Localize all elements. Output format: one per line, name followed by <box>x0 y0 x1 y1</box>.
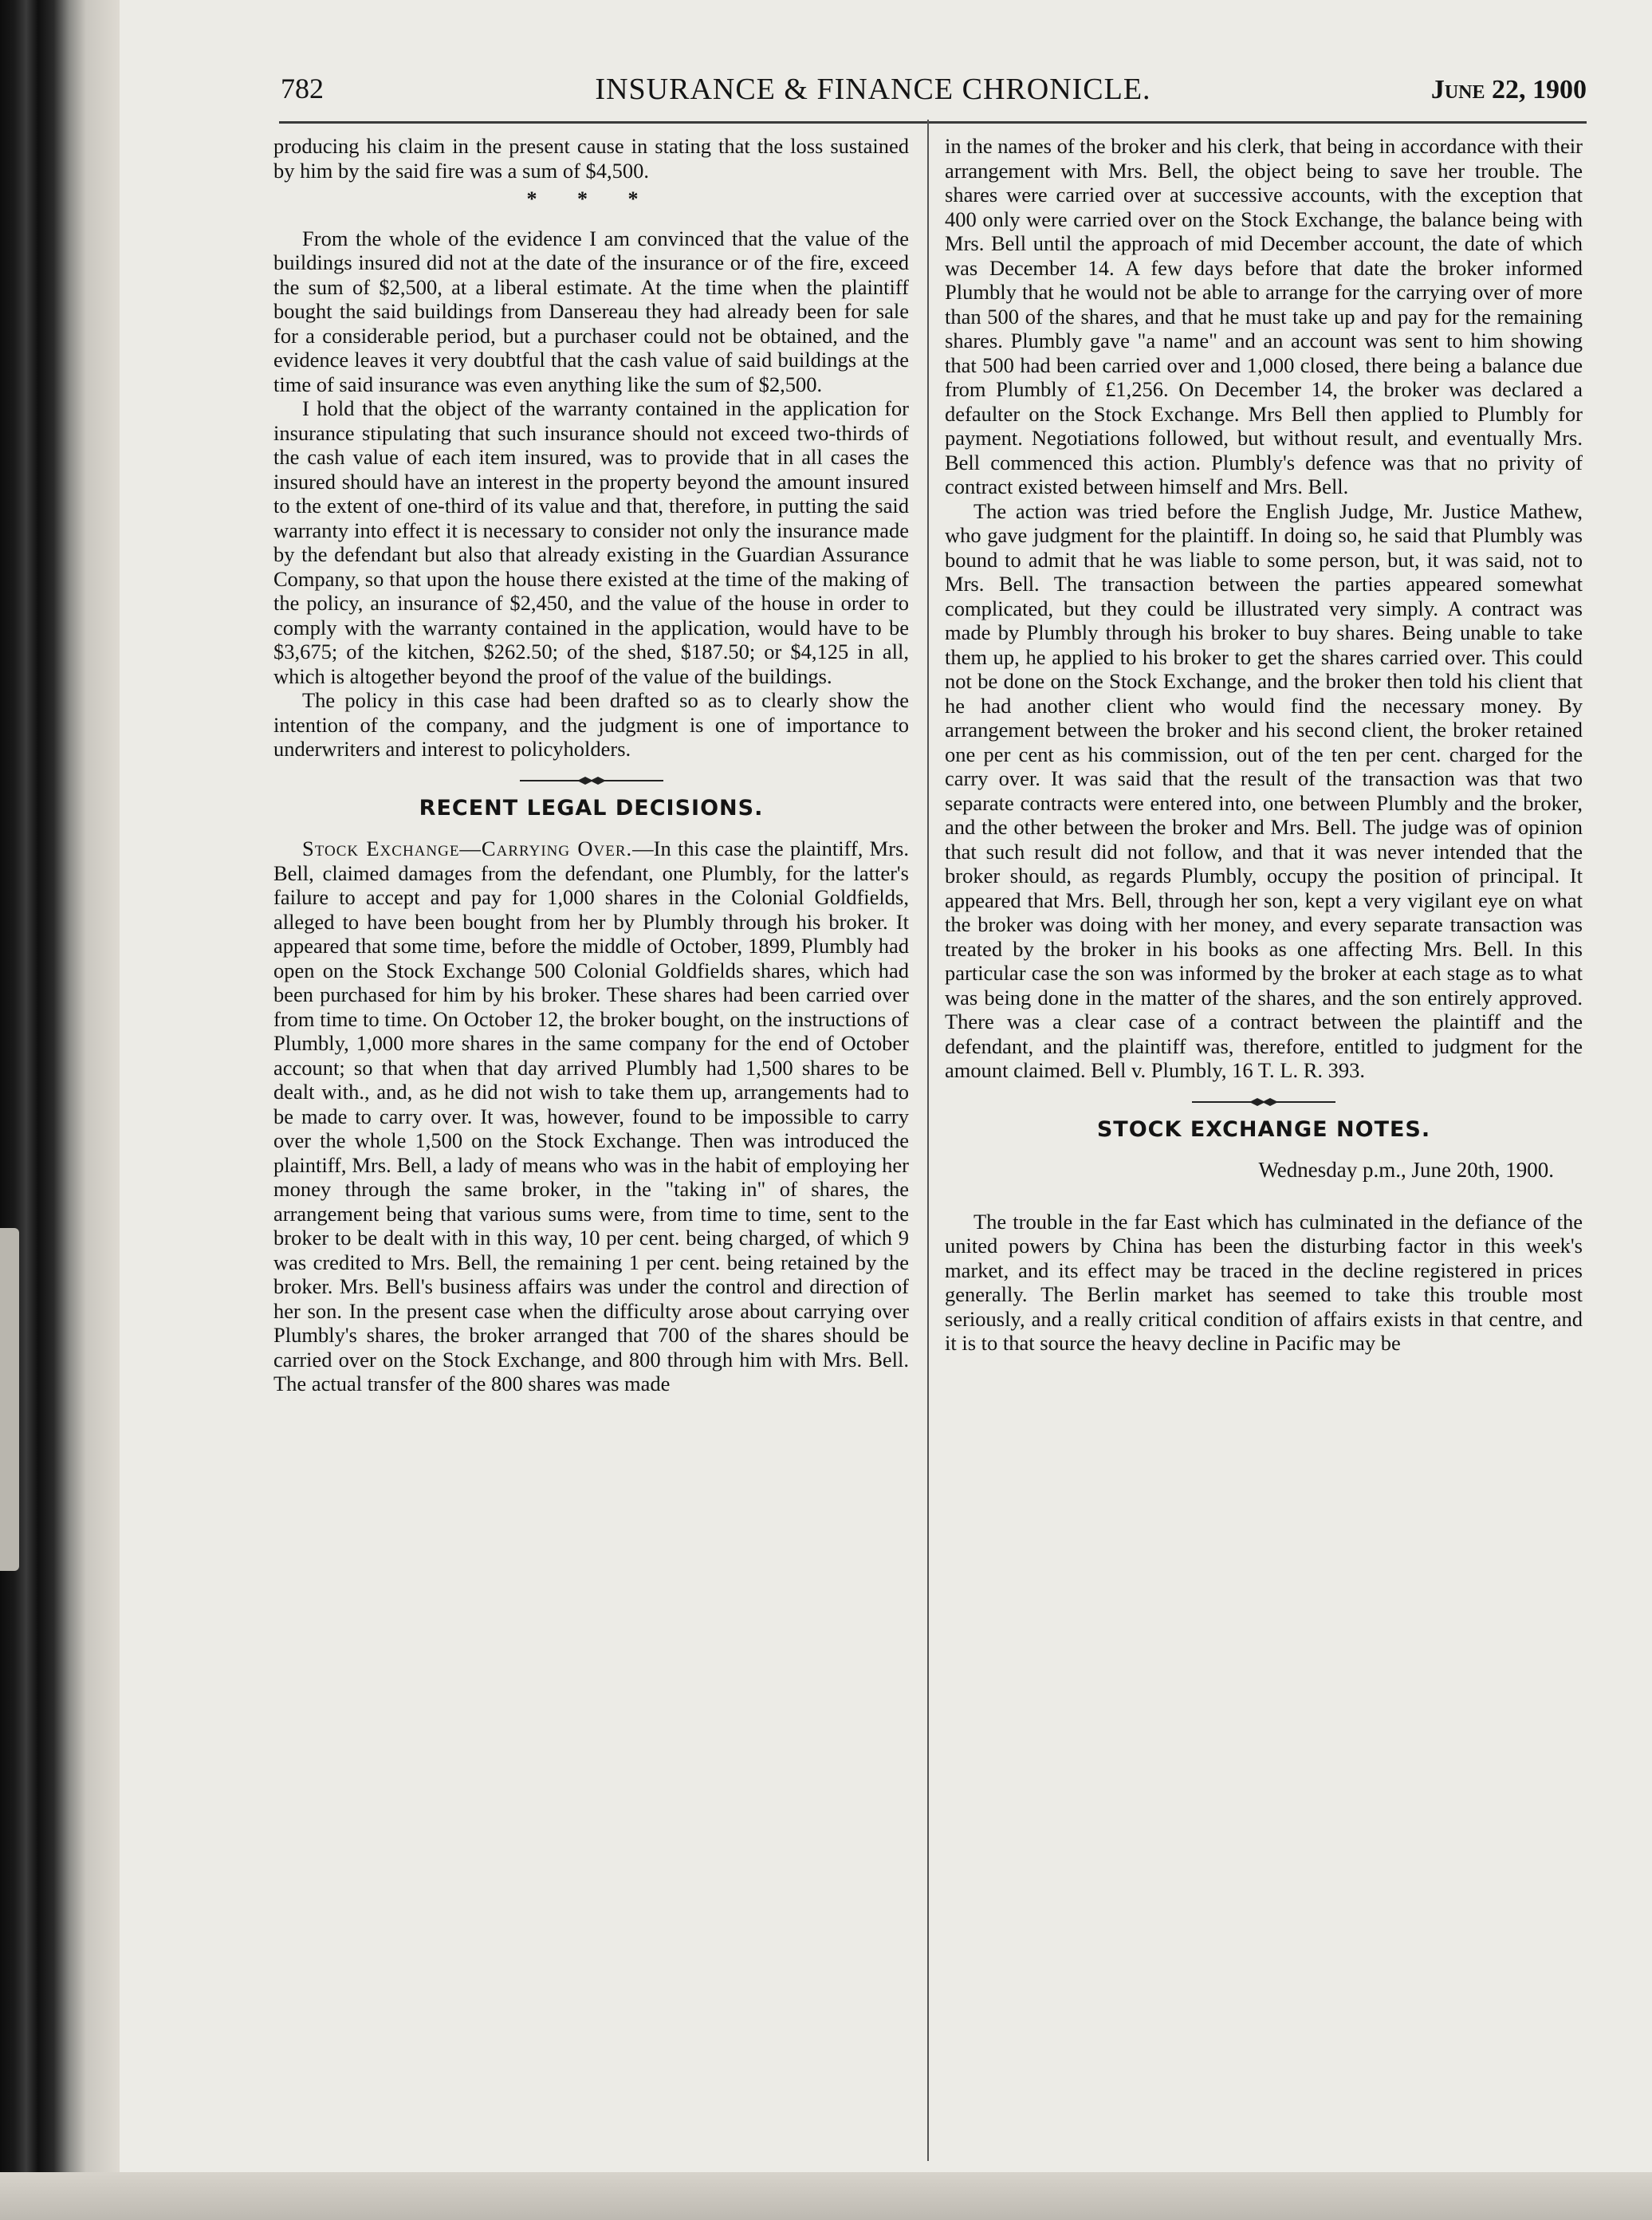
right-column <box>945 134 1583 1356</box>
paragraph: in the names of the broker and his clerk, that being in accordance with their arrangement with Mrs. Bell, the object being to save her trouble. The shares were carried over at successive accounts, with the exception that 400 only were carried over on the Stock Exchange, the balance being with Mrs. Bell until the approach of mid December account, the date of which was December 14. A few days before that date the broker informed Plumbly that he would not be able to arrange for the carrying over of more than 500 of the shares, and that he must take up and pay for the remaining shares. Plumbly gave "a name" and an account was sent to him showing that 500 had been carried over and 1,000 closed, there being a balance due from Plumbly of £1,256. On December 14, the broker was declared a defaulter on the Stock Exchange. Mrs Bell then applied to Plumbly for payment. Negotiations followed, but without result, and eventually Mrs. Bell commenced this action. Plumbly's defence was that no privity of contract existed between himself and Mrs. Bell. <box>945 134 1583 498</box>
paragraph: The action was tried before the English Judge, Mr. Justice Mathew, who gave judgment for the plaintiff. In doing so, he said that Plumbly was bound to admit that he was liable to some person, but, it was said, not to Mrs. Bell. The transaction between the parties appeared somewhat complicated, but they could be illustrated very simply. A contract was made by Plumbly through his broker to buy shares. Being unable to take them up, he applied to his broker to get the shares carried over. This could not be done on the Stock Exchange, and the broker then told his client that he had another client who would find the necessary money. By arrangement between the broker and his second client, the broker retained one per cent as his commission, out of the ten per cent. charged for the carry over. It was said that the result of the transaction was that two separate contracts were entered into, one between Plumbly and the broker, and the other between the broker and Mrs. Bell. The judge was of opinion that such result did not follow, and that it was never intended that the broker should, as regards Plumbly, occupy the position of principal. It appeared that Mrs. Bell, through her son, kept a very vigilant eye on what the broker was doing with her money, and every separate transaction was treated by the broker in his books as one affecting Mrs. Bell. In this particular case the son was informed by the broker at each stage as to what was being done in the matter of the shares, and the son entirely approved. There was a clear case of a contract between the plaintiff and the defendant, and the plaintiff was, therefore, entitled to judgment for the amount claimed. Bell v. Plumbly, 16 T. L. R. 393. <box>945 498 1583 1082</box>
header-rule <box>279 121 1587 124</box>
paragraph: I hold that the object of the warranty contained in the application for insurance stipulating that such insurance should not exceed two-thirds of the cash value of each item insured, was to provide that in all cases the insured should have an interest in the property beyond the amount insured to the extent of one-third of its value and that, therefore, in putting the said warranty into effect it is necessary to consider not only the insurance made by the defendant but also that already existing in the Guardian Assurance Company, so that upon the house there existed at the time of the making of the policy, an insurance of $2,450, and the value of the house in order to comply with the warranty contained in the application, would have to be $3,675; of the kitchen, $262.50; of the shed, $187.50; or $4,125 in all, which is altogether beyond the proof of the value of the buildings. <box>273 396 909 688</box>
page-number: 782 <box>281 73 324 104</box>
paragraph: The policy in this case had been drafted so as to clearly show the intention of the company, and the judgment is one of importance to underwriters and interest to policyholders. <box>273 688 909 761</box>
left-column <box>273 134 909 1396</box>
section-break: * * * <box>526 187 656 211</box>
dateline: Wednesday p.m., June 20th, 1900. <box>1258 1158 1554 1182</box>
paragraph-body: —In this case the plaintiff, Mrs. Bell, claimed damages from the defendant, one Plumbly, for the latter's failure to accept and pay for 1,000 shares in the Colonial Goldfields, alleged to have been bought from her by Plumbly through his broker. It appeared that some time, before the middle of October, 1899, Plumbly had open on the Stock Exchange 500 Colonial Goldfields shares, which had been purchased for him by his broker. These shares had been carried over from time to time. On October 12, the broker bought, on the instructions of Plumbly, 1,000 more shares in the same company for the end of October account; so that when that day arrived Plumbly had 1,500 shares to be dealt with., and, as he did not wish to take them up, arrangements had to be made to carry over. It was, however, found to be impossible to carry over the whole 1,500 on the Stock Exchange. Then was introduced the plaintiff, Mrs. Bell, a lady of means who was in the habit of employing her money through the same broker, in the "taking in" of shares, the arrangement being that various sums were, from time to time, sent to the broker to be dealt with in this way, 10 per cent. being charged, of which 9 was credited to Mrs. Bell, the remaining 1 per cent. being retained by the broker. Mrs. Bell's business affairs was under the control and direction of her son. In the present case when the difficulty arose about carrying over Plumbly's shares, the broker arranged that 700 of the shares should be carried over on the Stock Exchange, and 800 through him with Mrs. Bell. The actual transfer of the 800 shares was made <box>273 836 909 1395</box>
paragraph-lead: Stock Exchange—Carrying Over. <box>302 836 633 860</box>
ornament-divider <box>1192 1097 1335 1107</box>
book-binding <box>0 0 120 2220</box>
publication-title: INSURANCE & FINANCE CHRONICLE. <box>595 73 1151 106</box>
paragraph: From the whole of the evidence I am convinced that the value of the buildings insured did not at the date of the insurance or of the fire, exceed the sum of $2,500, at a liberal estimate. At the time when the plaintiff bought the said buildings from Dansereau they had already been for sale for a considerable period, but a purchaser could not be obtained, and the evidence leaves it very doubtful that the cash value of said buildings at the time of said insurance was even anything like the sum of $2,500. <box>273 226 909 396</box>
running-header <box>159 72 1587 120</box>
paragraph: The trouble in the far East which has culminated in the defiance of the united powers by China has been the disturbing factor in this week's market, and its effect may be traced in the decline registered in prices generally. The Berlin market has seemed to take this trouble most seriously, and a really critical condition of affairs exists in that centre, and it is to that source the heavy decline in Pacific may be <box>945 1209 1583 1355</box>
page-bottom-edge <box>0 2172 1652 2220</box>
section-heading: STOCK EXCHANGE NOTES. <box>1096 1116 1431 1142</box>
ornament-divider <box>520 776 663 785</box>
paragraph: producing his claim in the present cause in stating that the loss sustained by him by the said fire was a sum of $4,500. <box>273 134 909 183</box>
column-divider <box>927 120 929 2161</box>
binding-tab <box>0 1228 19 1571</box>
issue-date: June 22, 1900 <box>1430 75 1587 104</box>
paragraph <box>273 836 909 1396</box>
section-heading: RECENT LEGAL DECISIONS. <box>419 795 764 821</box>
